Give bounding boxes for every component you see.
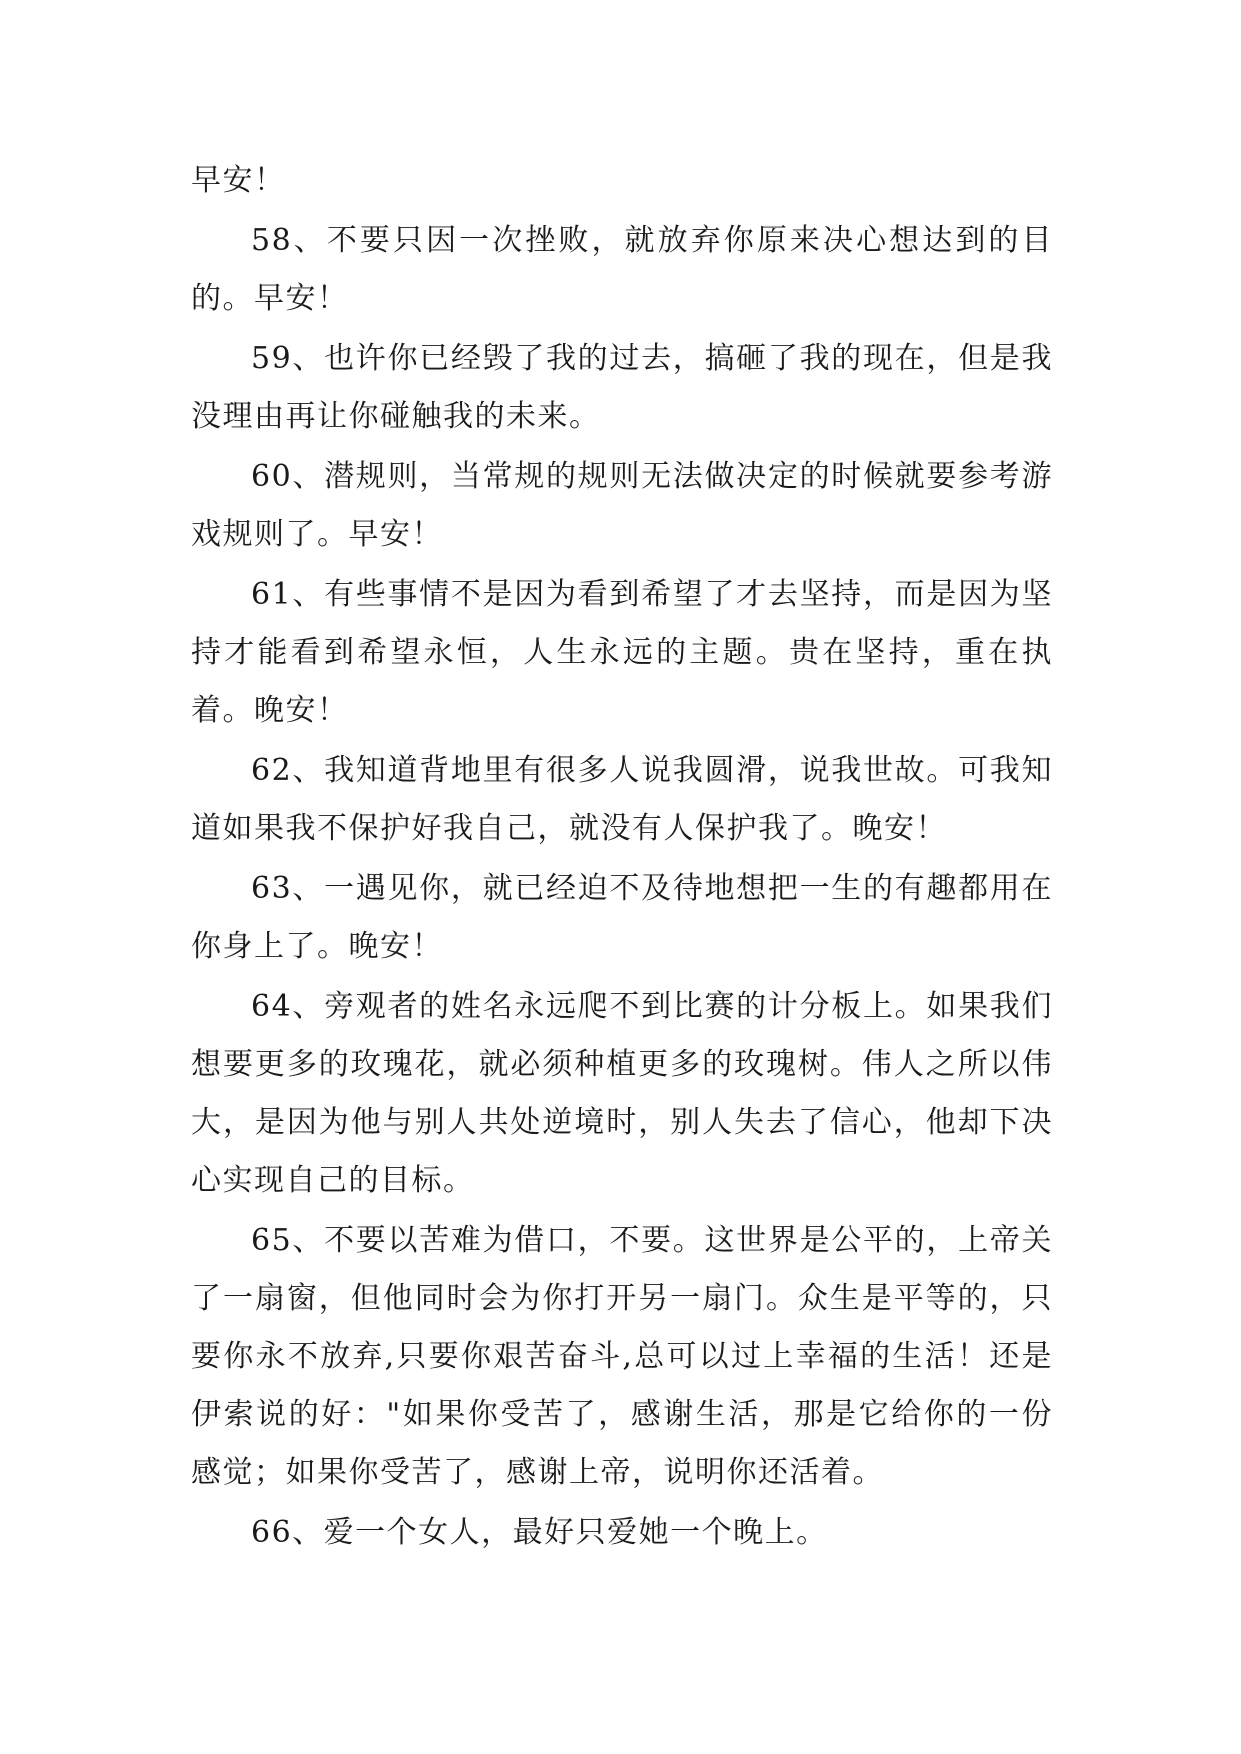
paragraph: 60、潜规则，当常规的规则无法做决定的时候就要参考游戏规则了。早安！ xyxy=(191,459,1053,552)
paragraph: 61、有些事情不是因为看到希望了才去坚持，而是因为坚持才能看到希望永恒，人生永远的主题。贵在坚持，重在执着。晚安！ xyxy=(191,577,1053,728)
document-body xyxy=(191,152,1053,1564)
paragraph: 早安！ xyxy=(191,163,286,198)
paragraph: 62、我知道背地里有很多人说我圆滑，说我世故。可我知道如果我不保护好我自己，就没有人保护我了。晚安！ xyxy=(191,753,1053,846)
paragraph: 65、不要以苦难为借口，不要。这世界是公平的，上帝关了一扇窗，但他同时会为你打开另一扇门。众生是平等的，只要你永不放弃,只要你艰苦奋斗,总可以过上幸福的生活！还是伊索说的好："如果你受苦了，感谢生活，那是它给你的一份感觉；如果你受苦了，感谢上帝，说明你还活着。 xyxy=(191,1223,1053,1490)
paragraph: 64、旁观者的姓名永远爬不到比赛的计分板上。如果我们想要更多的玫瑰花，就必须种植更多的玫瑰树。伟人之所以伟大，是因为他与别人共处逆境时，别人失去了信心，他却下决心实现自己的目标。 xyxy=(191,989,1053,1198)
paragraph: 63、一遇见你，就已经迫不及待地想把一生的有趣都用在你身上了。晚安！ xyxy=(191,871,1053,964)
paragraph: 59、也许你已经毁了我的过去，搞砸了我的现在，但是我没理由再让你碰触我的未来。 xyxy=(191,341,1053,434)
paragraph: 66、爱一个女人，最好只爱她一个晚上。 xyxy=(251,1515,828,1550)
paragraph: 58、不要只因一次挫败，就放弃你原来决心想达到的目的。早安！ xyxy=(191,223,1053,316)
